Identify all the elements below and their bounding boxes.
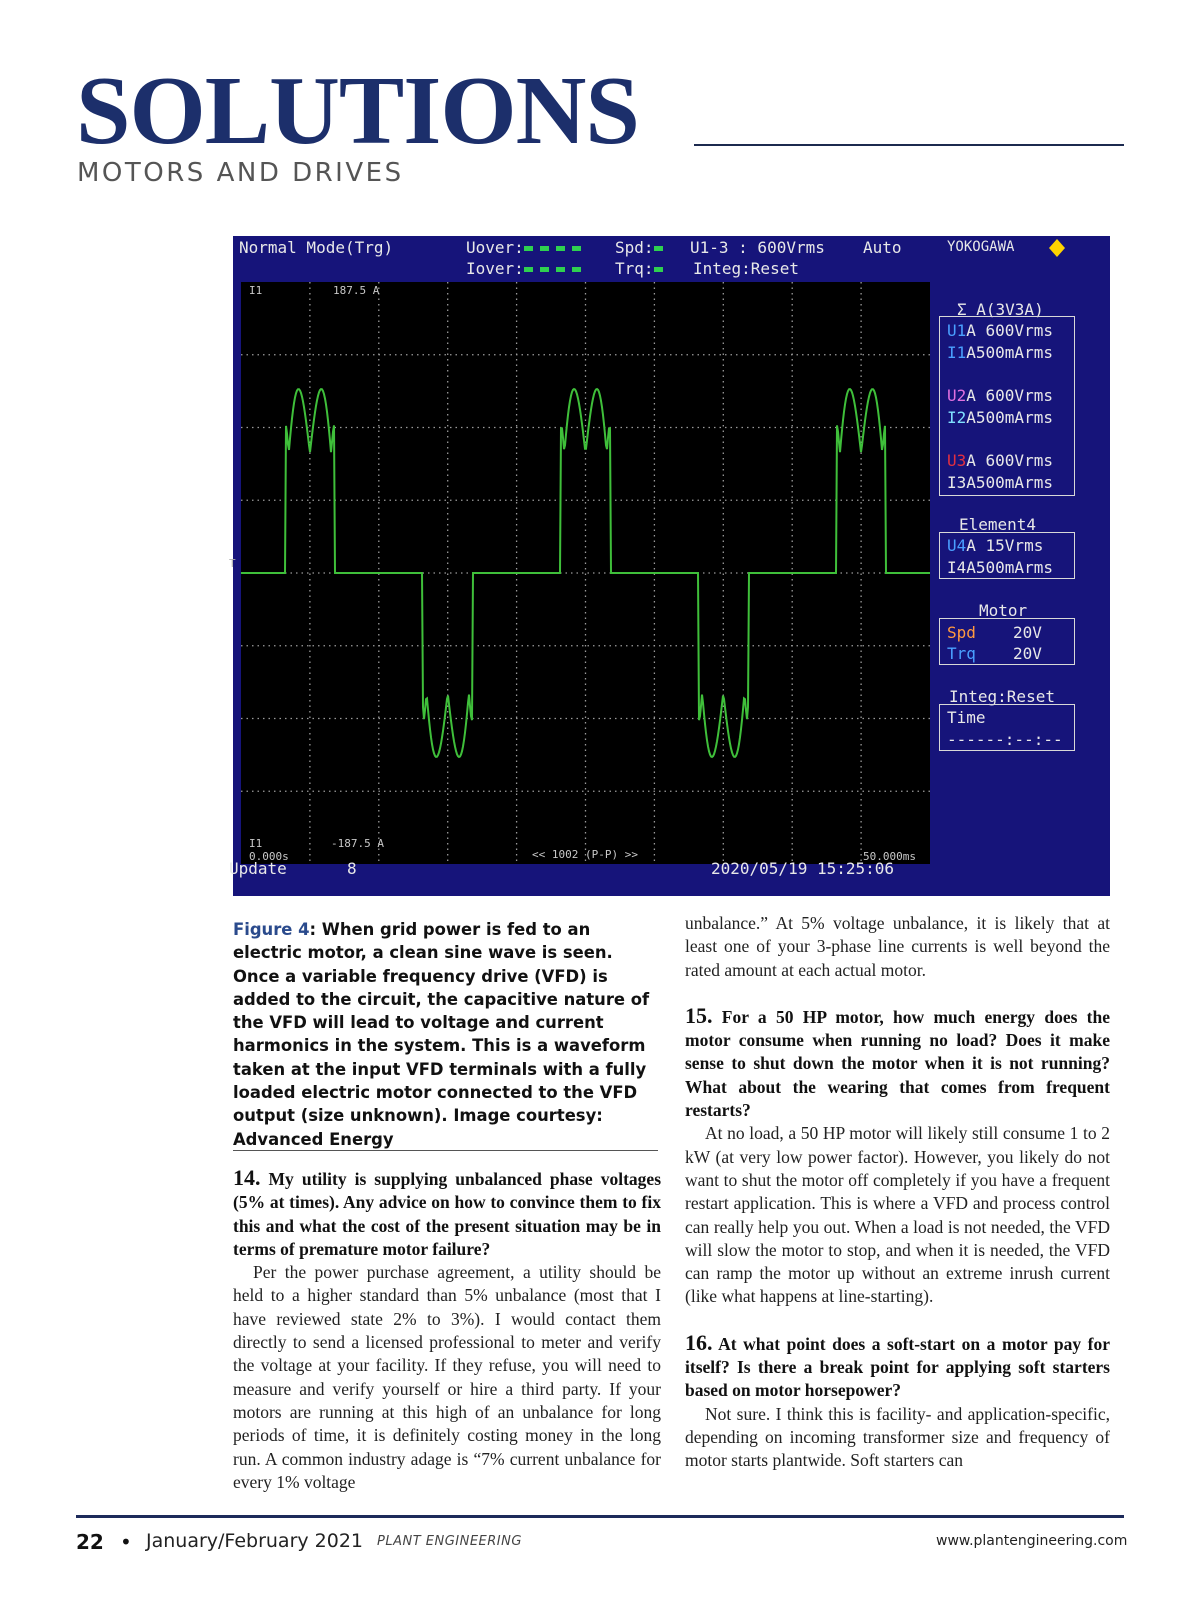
grid-channel-top: I1 <box>249 284 263 297</box>
element4-title: Element4 <box>959 515 1037 534</box>
grid-channel-bottom: I1 <box>249 837 263 850</box>
waveform-grid <box>241 282 930 864</box>
i3-row: I3A500mArms <box>947 473 1053 492</box>
diamond-icon <box>1048 238 1066 258</box>
page-number: 22 <box>76 1530 104 1554</box>
motor-title: Motor <box>979 601 1028 620</box>
update-label: Update <box>229 859 287 878</box>
update-count: 8 <box>347 859 357 878</box>
i4-row: I4A500mArms <box>947 558 1053 577</box>
trigger-marker: T <box>229 557 236 570</box>
scope-range: U1-3 : 600Vrms <box>690 238 825 257</box>
time-label: Time <box>947 708 986 727</box>
time-end: 50.000ms <box>863 850 916 863</box>
caption-text: : When grid power is fed to an electric motor, a clean sine wave is seen. Once a variable frequency drive (VFD) is added to the circuit, the capacitive nature of the VFD will lead to voltage and current harmonics in the system. This is a waveform taken at the input VFD terminals with a fully loaded electric motor connected to the VFD output (size unknown). Image courtesy: Advanced Energy <box>233 920 650 1149</box>
footer-rule <box>76 1515 1124 1518</box>
time-start: 0.000s <box>249 850 289 863</box>
scope-trq: Trq: <box>615 261 670 277</box>
scope-brand-logo: YOKOGAWA <box>947 239 1015 255</box>
q15-answer: At no load, a 50 HP motor will likely still consume 1 to 2 kW (at very low power factor). However, you likely do not want to shut the motor off completely if you have a frequent restart application. This is where a VFD and process control can really help you out. When a load is not needed, the VFD will slow the motor to stop, and when it is needed, the VFD can ramp the motor up without an extreme inrush current (like what happens at line-starting). <box>685 1123 1110 1307</box>
figure-label: Figure 4 <box>233 920 310 939</box>
scope-integ-status: Integ:Reset <box>693 259 799 278</box>
time-value: ------:--:-- <box>947 730 1063 749</box>
spd-value: 20V <box>1013 623 1042 642</box>
scope-auto: Auto <box>863 238 902 257</box>
q14-block <box>233 1166 661 1494</box>
section-subtitle: MOTORS AND DRIVES <box>77 158 404 188</box>
zoom-indicator: << 1002 (P-P) >> <box>532 848 638 861</box>
q16-question: 16. At what point does a soft-start on a motor pay for itself? Is there a break point for applying soft starters based on motor horsepower? <box>685 1329 1110 1401</box>
i2-row: I2A500mArms <box>947 408 1053 427</box>
q15-question: 15. For a 50 HP motor, how much energy does the motor consume when running no load? Does it make sense to shut down the motor when it is not running? What about the wearing that comes from frequent restarts? <box>685 1002 1110 1121</box>
u3-row: U3A 600Vrms <box>947 451 1053 470</box>
integ-title: Integ:Reset <box>949 687 1055 706</box>
scope-iover: Iover: <box>466 261 588 277</box>
scope-uover: Uover: <box>466 240 588 256</box>
publication-name: PLANT ENGINEERING <box>377 1534 522 1549</box>
section-title: SOLUTIONS <box>76 57 639 165</box>
issue-date: January/February 2021 <box>146 1530 364 1552</box>
waveform-trace <box>241 389 930 757</box>
spd-label: Spd <box>947 623 976 642</box>
trq-value: 20V <box>1013 644 1042 663</box>
u4-row: U4A 15Vrms <box>947 536 1044 555</box>
right-column <box>685 912 1110 1473</box>
website-url: www.plantengineering.com <box>936 1533 1128 1549</box>
i1-row: I1A500mArms <box>947 343 1053 362</box>
masthead-rule <box>694 144 1124 146</box>
caption-rule <box>233 1150 658 1151</box>
u2-row: U2A 600Vrms <box>947 386 1053 405</box>
q14-question: 14. My utility is supplying unbalanced phase voltages (5% at times). Any advice on how to convince them to fix this and what the cost of the present situation may be in terms of premature motor failure? <box>233 1165 661 1259</box>
scope-spd: Spd: <box>615 240 670 256</box>
oscilloscope-screenshot <box>229 236 1110 896</box>
q16-answer: Not sure. I think this is facility- and application-specific, depending on incoming transformer size and frequency of motor starts plantwide. Soft starters can <box>685 1403 1110 1471</box>
u1-row: U1A 600Vrms <box>947 321 1053 340</box>
trq-label: Trq <box>947 644 976 663</box>
footer-bullet: • <box>120 1530 132 1554</box>
q14-answer-continued: unbalance.” At 5% voltage unbalance, it is likely that at least one of your 3-phase line currents is well beyond the rated amount at each actual motor. <box>685 913 1110 980</box>
sigma-title: Σ A(3V3A) <box>957 300 1044 319</box>
q14-answer: Per the power purchase agreement, a utility should be held to a higher standard than 5% unbalance (most that I have reviewed state 2% to 3%). I would contact them directly to send a licensed professional to meter and verify the voltage at your facility. If they refuse, you will need to measure and verify yourself or hire a third party. If your motors are running at this high of an unbalance for long periods of time, it is definitely costing money in the long run. A common industry adage is “7% current unbalance for every 1% voltage <box>233 1262 661 1492</box>
figure-caption <box>233 918 663 1151</box>
grid-max-label: 187.5 A <box>333 284 380 297</box>
current-waveform <box>241 282 930 864</box>
grid-min-label: -187.5 A <box>331 837 384 850</box>
timestamp: 2020/05/19 15:25:06 <box>711 859 895 878</box>
scope-mode: Normal Mode(Trg) <box>239 238 394 257</box>
